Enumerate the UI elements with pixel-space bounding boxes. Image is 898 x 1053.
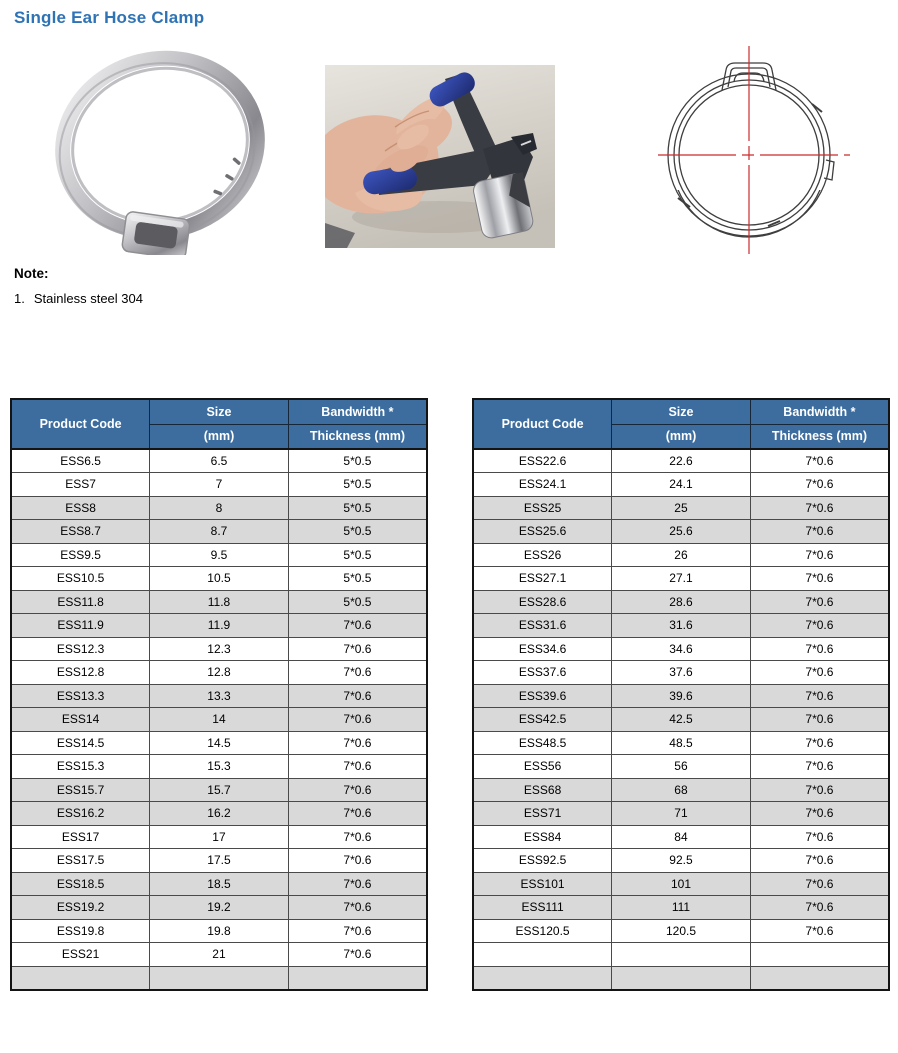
table-cell: ESS48.5 <box>473 731 612 755</box>
col-header-product-code: Product Code <box>473 399 612 449</box>
table-cell: 7*0.6 <box>750 543 889 567</box>
table-cell: 14.5 <box>150 731 289 755</box>
table-cell: 11.8 <box>150 590 289 614</box>
table-cell: 84 <box>612 825 751 849</box>
table-row <box>11 567 427 591</box>
note-item-number: 1. <box>14 291 25 306</box>
col-header-size-unit: (mm) <box>612 424 751 449</box>
table-row <box>473 708 889 732</box>
table-cell: ESS84 <box>473 825 612 849</box>
table-cell: 7*0.6 <box>288 849 427 873</box>
table-row <box>473 778 889 802</box>
table-cell: 8.7 <box>150 520 289 544</box>
table-cell: ESS14.5 <box>11 731 150 755</box>
table-row <box>11 919 427 943</box>
table-cell: 12.3 <box>150 637 289 661</box>
note-item-text: Stainless steel 304 <box>33 291 143 306</box>
col-header-size: Size <box>612 399 751 424</box>
table-cell: ESS24.1 <box>473 473 612 497</box>
table-cell: 7*0.6 <box>750 473 889 497</box>
spec-table-left-body <box>11 449 427 990</box>
table-cell: 7*0.6 <box>750 496 889 520</box>
table-cell: ESS10.5 <box>11 567 150 591</box>
table-cell: 28.6 <box>612 590 751 614</box>
table-row <box>11 496 427 520</box>
clamp-technical-drawing <box>650 40 898 260</box>
table-cell: 21 <box>150 943 289 967</box>
table-cell: ESS17 <box>11 825 150 849</box>
table-cell: 7*0.6 <box>288 943 427 967</box>
table-cell <box>473 943 612 967</box>
table-row <box>11 590 427 614</box>
table-cell: ESS11.8 <box>11 590 150 614</box>
table-row <box>473 872 889 896</box>
table-cell: 7*0.6 <box>750 614 889 638</box>
table-row <box>11 872 427 896</box>
table-cell: 7*0.6 <box>750 825 889 849</box>
spec-table-left <box>10 398 428 991</box>
table-cell: ESS9.5 <box>11 543 150 567</box>
table-row <box>473 943 889 967</box>
table-row <box>11 520 427 544</box>
table-row <box>11 543 427 567</box>
table-cell <box>288 966 427 990</box>
table-row <box>473 849 889 873</box>
table-cell: ESS25 <box>473 496 612 520</box>
table-cell: ESS27.1 <box>473 567 612 591</box>
table-row <box>473 919 889 943</box>
table-cell <box>612 966 751 990</box>
table-cell: 7*0.6 <box>750 755 889 779</box>
table-cell: 25.6 <box>612 520 751 544</box>
clamp-product-photo <box>15 45 300 255</box>
table-row <box>473 684 889 708</box>
table-cell: 34.6 <box>612 637 751 661</box>
table-cell: ESS26 <box>473 543 612 567</box>
table-cell: 26 <box>612 543 751 567</box>
table-cell: ESS28.6 <box>473 590 612 614</box>
table-cell: ESS7 <box>11 473 150 497</box>
table-cell: ESS12.3 <box>11 637 150 661</box>
table-cell: 25 <box>612 496 751 520</box>
table-row <box>11 614 427 638</box>
table-cell: 7*0.6 <box>288 614 427 638</box>
col-header-product-code: Product Code <box>11 399 150 449</box>
centerlines <box>658 46 850 254</box>
table-cell: 5*0.5 <box>288 567 427 591</box>
table-row <box>473 449 889 473</box>
table-cell <box>473 966 612 990</box>
table-cell: ESS18.5 <box>11 872 150 896</box>
table-cell: 7*0.6 <box>288 731 427 755</box>
table-cell: 111 <box>612 896 751 920</box>
table-cell: 7*0.6 <box>288 755 427 779</box>
table-cell: 120.5 <box>612 919 751 943</box>
table-cell: 9.5 <box>150 543 289 567</box>
table-cell: 7*0.6 <box>750 637 889 661</box>
table-cell: 7*0.6 <box>288 919 427 943</box>
table-cell: 7*0.6 <box>288 661 427 685</box>
table-row <box>11 825 427 849</box>
table-cell: ESS22.6 <box>473 449 612 473</box>
table-cell: 7*0.6 <box>750 590 889 614</box>
table-cell: 7*0.6 <box>288 825 427 849</box>
table-cell: 5*0.5 <box>288 543 427 567</box>
pincers-photo <box>325 65 555 248</box>
table-cell: ESS42.5 <box>473 708 612 732</box>
table-cell: 5*0.5 <box>288 496 427 520</box>
table-cell: 92.5 <box>612 849 751 873</box>
table-cell: 68 <box>612 778 751 802</box>
table-row <box>11 755 427 779</box>
table-cell: 7*0.6 <box>288 637 427 661</box>
table-row <box>473 567 889 591</box>
table-cell: ESS68 <box>473 778 612 802</box>
table-cell: 7*0.6 <box>750 778 889 802</box>
table-cell <box>150 966 289 990</box>
table-row <box>473 661 889 685</box>
table-cell: 14 <box>150 708 289 732</box>
table-cell: 15.3 <box>150 755 289 779</box>
table-cell: 6.5 <box>150 449 289 473</box>
table-cell: 5*0.5 <box>288 449 427 473</box>
table-cell: ESS6.5 <box>11 449 150 473</box>
table-cell <box>750 966 889 990</box>
table-cell: 24.1 <box>612 473 751 497</box>
table-cell: ESS39.6 <box>473 684 612 708</box>
table-cell: 22.6 <box>612 449 751 473</box>
table-row <box>473 966 889 990</box>
spec-table-right <box>472 398 890 991</box>
table-cell: 7*0.6 <box>750 708 889 732</box>
table-cell: 7*0.6 <box>288 872 427 896</box>
table-cell: 7*0.6 <box>750 520 889 544</box>
col-header-thickness: Thickness (mm) <box>750 424 889 449</box>
table-cell: ESS11.9 <box>11 614 150 638</box>
table-row <box>11 802 427 826</box>
table-cell: 13.3 <box>150 684 289 708</box>
table-cell: 7*0.6 <box>288 896 427 920</box>
table-cell: ESS8.7 <box>11 520 150 544</box>
table-cell: 39.6 <box>612 684 751 708</box>
table-cell: 16.2 <box>150 802 289 826</box>
table-cell: ESS92.5 <box>473 849 612 873</box>
table-cell: 7*0.6 <box>750 896 889 920</box>
table-cell: 101 <box>612 872 751 896</box>
table-cell: 27.1 <box>612 567 751 591</box>
table-cell: ESS19.8 <box>11 919 150 943</box>
table-row <box>11 966 427 990</box>
note-heading: Note: <box>14 266 49 281</box>
table-cell: 7*0.6 <box>750 849 889 873</box>
table-cell: 10.5 <box>150 567 289 591</box>
table-cell: 7*0.6 <box>750 919 889 943</box>
col-header-bandwidth: Bandwidth * <box>750 399 889 424</box>
table-cell: ESS25.6 <box>473 520 612 544</box>
table-cell: ESS71 <box>473 802 612 826</box>
table-cell: 7*0.6 <box>750 731 889 755</box>
col-header-thickness: Thickness (mm) <box>288 424 427 449</box>
table-row <box>11 449 427 473</box>
note-item <box>14 291 143 306</box>
spec-table-right-body <box>473 449 889 990</box>
table-row <box>473 614 889 638</box>
clamp-outline <box>668 63 834 237</box>
table-cell: 19.2 <box>150 896 289 920</box>
table-cell: ESS111 <box>473 896 612 920</box>
table-cell: ESS56 <box>473 755 612 779</box>
table-row <box>11 896 427 920</box>
table-cell: ESS19.2 <box>11 896 150 920</box>
table-cell: 12.8 <box>150 661 289 685</box>
table-cell: 19.8 <box>150 919 289 943</box>
table-cell: 5*0.5 <box>288 473 427 497</box>
table-cell: 7*0.6 <box>288 778 427 802</box>
table-cell: 7*0.6 <box>750 684 889 708</box>
table-cell: 18.5 <box>150 872 289 896</box>
table-cell: ESS8 <box>11 496 150 520</box>
table-cell: ESS13.3 <box>11 684 150 708</box>
table-cell: 5*0.5 <box>288 590 427 614</box>
table-cell: ESS16.2 <box>11 802 150 826</box>
table-cell: ESS17.5 <box>11 849 150 873</box>
table-row <box>473 825 889 849</box>
table-row <box>473 637 889 661</box>
table-row <box>473 590 889 614</box>
table-row <box>11 473 427 497</box>
table-cell <box>11 966 150 990</box>
table-cell: 48.5 <box>612 731 751 755</box>
table-cell: ESS21 <box>11 943 150 967</box>
table-cell: 7*0.6 <box>750 449 889 473</box>
table-row <box>11 661 427 685</box>
table-row <box>473 755 889 779</box>
table-cell: ESS31.6 <box>473 614 612 638</box>
table-cell: 71 <box>612 802 751 826</box>
table-row <box>11 708 427 732</box>
table-cell: 17 <box>150 825 289 849</box>
table-cell: 7*0.6 <box>750 872 889 896</box>
table-cell: 37.6 <box>612 661 751 685</box>
table-cell: 7*0.6 <box>288 684 427 708</box>
table-row <box>473 520 889 544</box>
table-cell: 7*0.6 <box>750 567 889 591</box>
table-cell: 7*0.6 <box>288 708 427 732</box>
table-row <box>11 684 427 708</box>
page-title: Single Ear Hose Clamp <box>14 8 205 27</box>
table-cell: 15.7 <box>150 778 289 802</box>
table-row <box>473 543 889 567</box>
table-cell: 7*0.6 <box>288 802 427 826</box>
table-cell: ESS15.3 <box>11 755 150 779</box>
table-row <box>11 731 427 755</box>
table-cell <box>612 943 751 967</box>
col-header-size: Size <box>150 399 289 424</box>
table-cell: 11.9 <box>150 614 289 638</box>
table-cell: ESS15.7 <box>11 778 150 802</box>
table-cell: 17.5 <box>150 849 289 873</box>
table-cell: 31.6 <box>612 614 751 638</box>
table-row <box>11 943 427 967</box>
table-row <box>11 637 427 661</box>
table-row <box>473 473 889 497</box>
table-cell: ESS37.6 <box>473 661 612 685</box>
table-cell: ESS12.8 <box>11 661 150 685</box>
table-cell: 8 <box>150 496 289 520</box>
table-cell: 56 <box>612 755 751 779</box>
table-row <box>11 849 427 873</box>
table-row <box>473 896 889 920</box>
table-cell: 42.5 <box>612 708 751 732</box>
table-cell: ESS120.5 <box>473 919 612 943</box>
table-cell: ESS14 <box>11 708 150 732</box>
table-cell: 7*0.6 <box>750 802 889 826</box>
table-cell: 7*0.6 <box>750 661 889 685</box>
table-row <box>11 778 427 802</box>
table-cell <box>750 943 889 967</box>
table-row <box>473 731 889 755</box>
table-row <box>473 496 889 520</box>
table-row <box>473 802 889 826</box>
col-header-bandwidth: Bandwidth * <box>288 399 427 424</box>
table-cell: 7 <box>150 473 289 497</box>
table-cell: ESS101 <box>473 872 612 896</box>
col-header-size-unit: (mm) <box>150 424 289 449</box>
table-cell: 5*0.5 <box>288 520 427 544</box>
table-cell: ESS34.6 <box>473 637 612 661</box>
